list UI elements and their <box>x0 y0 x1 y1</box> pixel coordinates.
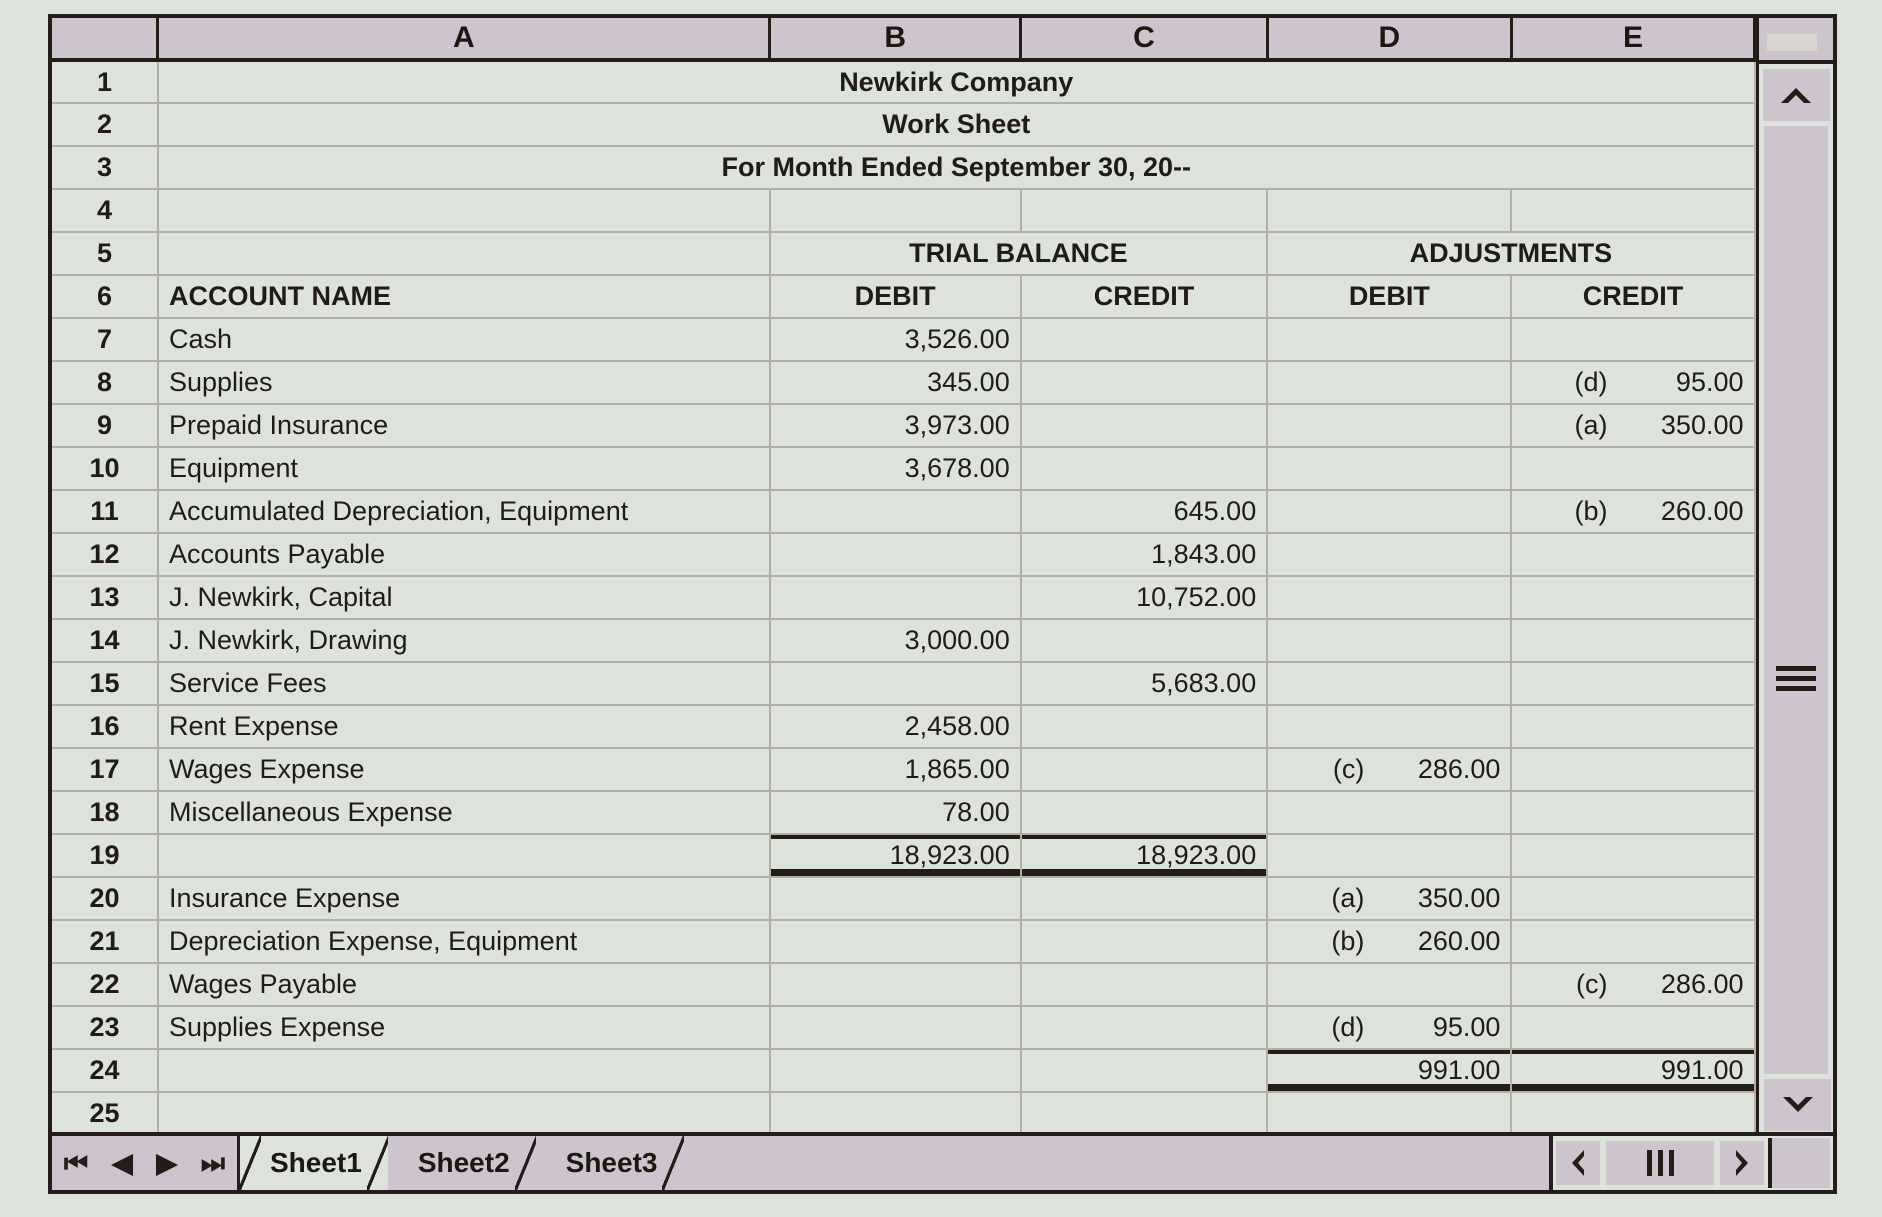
sheet-row-6 <box>52 275 1755 318</box>
next-sheet-icon[interactable]: ▶ <box>156 1147 178 1178</box>
tb-debit-cell[interactable]: 3,000.00 <box>770 619 1021 662</box>
empty-cell[interactable] <box>1021 877 1268 920</box>
adj-credit-cell[interactable] <box>1511 361 1754 404</box>
empty-cell[interactable] <box>1267 662 1511 705</box>
empty-cell[interactable] <box>1267 404 1511 447</box>
tab-divider <box>367 1136 389 1190</box>
column-header-A[interactable]: A <box>158 18 770 60</box>
account-name-cell[interactable]: Rent Expense <box>158 705 770 748</box>
adj-credit-cell[interactable] <box>1511 963 1754 1006</box>
adj-debit-cell-ref: (b) <box>1331 926 1365 956</box>
sheet-row-8 <box>52 361 1755 404</box>
sheet-row-25 <box>52 1092 1755 1135</box>
empty-cell[interactable] <box>1511 189 1754 232</box>
empty-cell[interactable] <box>770 877 1021 920</box>
adj-credit-cell-content <box>1522 964 1743 1005</box>
empty-cell[interactable] <box>1021 447 1268 490</box>
row-header-17[interactable]: 17 <box>52 748 158 791</box>
adj-credit-cell-amount: 286.00 <box>1660 969 1744 999</box>
sheet-tab-bar <box>52 1132 1833 1190</box>
sheet-row-24 <box>52 1049 1755 1092</box>
adj-credit-cell[interactable] <box>1511 490 1754 533</box>
tb-debit-cell[interactable]: 2,458.00 <box>770 705 1021 748</box>
adj-credit-cell-content <box>1522 491 1743 532</box>
vertical-scroll-thumb[interactable] <box>1776 666 1816 696</box>
adj-debit-cell-amount: 286.00 <box>1417 754 1501 784</box>
empty-cell[interactable] <box>770 490 1021 533</box>
tb-credit-cell[interactable]: 645.00 <box>1021 490 1268 533</box>
row-header-1[interactable]: 1 <box>52 60 158 103</box>
adj-credit-cell-amount: 260.00 <box>1660 496 1744 526</box>
tb-debit-cell[interactable]: 3,526.00 <box>770 318 1021 361</box>
row-header-3[interactable]: 3 <box>52 146 158 189</box>
empty-cell[interactable] <box>1021 1006 1268 1049</box>
empty-cell[interactable] <box>158 189 770 232</box>
select-all-box[interactable] <box>1767 34 1817 51</box>
empty-cell[interactable] <box>1511 877 1754 920</box>
empty-cell[interactable] <box>1267 963 1511 1006</box>
account-name-cell[interactable]: Service Fees <box>158 662 770 705</box>
sheet-row-10 <box>52 447 1755 490</box>
sheet-row-15 <box>52 662 1755 705</box>
sheet-tabs[interactable] <box>240 1136 1549 1190</box>
adj-debit-cell[interactable] <box>1267 748 1511 791</box>
account-name-cell[interactable]: Accounts Payable <box>158 533 770 576</box>
horizontal-scrollbar[interactable] <box>1549 1136 1833 1190</box>
adj-debit-cell-ref: (c) <box>1332 754 1365 784</box>
tb-credit-cell[interactable]: 10,752.00 <box>1021 576 1268 619</box>
header-adj-credit: CREDIT <box>1511 275 1754 318</box>
sheet-row-16 <box>52 705 1755 748</box>
empty-cell[interactable] <box>1021 404 1268 447</box>
tb-credit-cell[interactable]: 5,683.00 <box>1021 662 1268 705</box>
worksheet-table[interactable] <box>52 18 1756 1136</box>
title-line-3[interactable]: For Month Ended September 30, 20-- <box>158 146 1755 189</box>
empty-cell[interactable] <box>1267 791 1511 834</box>
account-name-cell[interactable]: Insurance Expense <box>158 877 770 920</box>
tb-credit-cell[interactable]: 18,923.00 <box>1021 834 1268 877</box>
row-header-19[interactable]: 19 <box>52 834 158 877</box>
sheet-row-12 <box>52 533 1755 576</box>
adj-debit-cell-amount: 95.00 <box>1432 1012 1501 1042</box>
empty-cell[interactable] <box>1267 1092 1511 1135</box>
empty-cell[interactable] <box>1511 576 1754 619</box>
first-sheet-icon[interactable]: ⏮ <box>63 1147 89 1178</box>
sheet-tab-sheet1[interactable] <box>240 1136 388 1190</box>
chevron-up-icon <box>1777 82 1815 108</box>
empty-cell[interactable] <box>1511 447 1754 490</box>
sheet-row-7 <box>52 318 1755 361</box>
empty-cell[interactable] <box>1267 705 1511 748</box>
spreadsheet-frame <box>48 14 1837 1194</box>
account-name-cell[interactable]: Wages Payable <box>158 963 770 1006</box>
row-header-8[interactable]: 8 <box>52 361 158 404</box>
empty-cell[interactable] <box>770 533 1021 576</box>
title-line-2[interactable]: Work Sheet <box>158 103 1755 146</box>
grid-area <box>52 18 1833 1136</box>
empty-cell[interactable] <box>1021 189 1268 232</box>
empty-cell[interactable] <box>770 920 1021 963</box>
vertical-scroll-track[interactable] <box>1764 126 1828 1074</box>
empty-cell[interactable] <box>1021 1049 1268 1092</box>
row-header-12[interactable]: 12 <box>52 533 158 576</box>
adj-debit-cell[interactable] <box>1267 920 1511 963</box>
sheet-nav-buttons[interactable] <box>52 1136 240 1190</box>
empty-cell[interactable] <box>1267 318 1511 361</box>
account-name-cell[interactable]: Supplies Expense <box>158 1006 770 1049</box>
sheet-row-23 <box>52 1006 1755 1049</box>
adj-credit-cell[interactable] <box>1511 404 1754 447</box>
vscroll-header-pad <box>1759 18 1833 64</box>
row-header-6[interactable]: 6 <box>52 275 158 318</box>
last-sheet-icon[interactable]: ⏭ <box>200 1147 226 1178</box>
tb-debit-cell[interactable]: 78.00 <box>770 791 1021 834</box>
adj-credit-cell-ref: (b) <box>1574 496 1608 526</box>
row-header-25[interactable]: 25 <box>52 1092 158 1135</box>
row-header-9[interactable]: 9 <box>52 404 158 447</box>
sheet-row-18 <box>52 791 1755 834</box>
row-header-7[interactable]: 7 <box>52 318 158 361</box>
tab-divider <box>662 1136 684 1190</box>
tb-debit-cell[interactable]: 3,973.00 <box>770 404 1021 447</box>
empty-cell[interactable] <box>1511 791 1754 834</box>
empty-cell[interactable] <box>1511 1006 1754 1049</box>
sheet-row-9 <box>52 404 1755 447</box>
empty-cell[interactable] <box>1267 576 1511 619</box>
row-header-5[interactable]: 5 <box>52 232 158 275</box>
row-header-2[interactable]: 2 <box>52 103 158 146</box>
empty-cell[interactable] <box>770 1006 1021 1049</box>
empty-cell[interactable] <box>770 189 1021 232</box>
empty-cell[interactable] <box>1511 705 1754 748</box>
row-header-18[interactable]: 18 <box>52 791 158 834</box>
empty-cell[interactable] <box>1511 318 1754 361</box>
adj-credit-cell-content <box>1522 405 1743 446</box>
empty-cell[interactable] <box>1267 447 1511 490</box>
row-header-15[interactable]: 15 <box>52 662 158 705</box>
sheet-row-17 <box>52 748 1755 791</box>
chevron-left-icon <box>1565 1147 1591 1179</box>
sheet-row-22 <box>52 963 1755 1006</box>
empty-cell[interactable] <box>1021 791 1268 834</box>
vertical-scrollbar[interactable] <box>1756 18 1833 1136</box>
tab-divider-left <box>240 1136 261 1190</box>
sheet-row-19 <box>52 834 1755 877</box>
account-name-cell[interactable]: J. Newkirk, Drawing <box>158 619 770 662</box>
empty-cell[interactable] <box>770 1092 1021 1135</box>
account-name-cell[interactable]: Accumulated Depreciation, Equipment <box>158 490 770 533</box>
adj-debit-cell-ref: (d) <box>1331 1012 1365 1042</box>
empty-cell[interactable] <box>1021 1092 1268 1135</box>
chevron-right-icon <box>1729 1147 1755 1179</box>
empty-cell[interactable] <box>770 576 1021 619</box>
sheet-row-2 <box>52 103 1755 146</box>
row-header-11[interactable]: 11 <box>52 490 158 533</box>
adj-credit-cell-content <box>1522 362 1743 403</box>
adj-debit-cell-amount: 260.00 <box>1417 926 1501 956</box>
adj-credit-cell-amount: 991.00 <box>1660 1055 1744 1085</box>
column-header-E[interactable]: E <box>1511 18 1754 60</box>
empty-cell[interactable] <box>1021 361 1268 404</box>
sheet-row-3 <box>52 146 1755 189</box>
prev-sheet-icon[interactable]: ◀ <box>111 1147 133 1178</box>
adj-debit-cell-content <box>1278 878 1500 919</box>
row-header-4[interactable]: 4 <box>52 189 158 232</box>
empty-cell[interactable] <box>1267 533 1511 576</box>
row-header-24[interactable]: 24 <box>52 1049 158 1092</box>
empty-cell[interactable] <box>1021 619 1268 662</box>
adj-credit-cell-amount: 95.00 <box>1675 367 1744 397</box>
row-header-14[interactable]: 14 <box>52 619 158 662</box>
empty-cell[interactable] <box>770 662 1021 705</box>
account-name-cell[interactable]: Supplies <box>158 361 770 404</box>
scrollbar-corner <box>1768 1138 1830 1188</box>
sheet-row-21 <box>52 920 1755 963</box>
row-header-22[interactable]: 22 <box>52 963 158 1006</box>
empty-cell[interactable] <box>1267 619 1511 662</box>
adj-debit-cell-content <box>1278 1050 1500 1091</box>
empty-cell[interactable] <box>1511 533 1754 576</box>
adj-debit-cell-amount: 350.00 <box>1417 883 1501 913</box>
adj-debit-cell[interactable] <box>1267 1006 1511 1049</box>
empty-cell[interactable] <box>1021 963 1268 1006</box>
adj-debit-cell-content <box>1278 1007 1500 1048</box>
row-header-13[interactable]: 13 <box>52 576 158 619</box>
adj-debit-cell-ref: (a) <box>1331 883 1365 913</box>
empty-cell[interactable] <box>1267 189 1511 232</box>
empty-cell[interactable] <box>1511 619 1754 662</box>
select-all-corner[interactable] <box>52 18 158 60</box>
account-name-cell[interactable]: Equipment <box>158 447 770 490</box>
empty-cell[interactable] <box>770 1049 1021 1092</box>
column-header-B[interactable]: B <box>770 18 1021 60</box>
scroll-up-button[interactable] <box>1763 69 1830 121</box>
empty-cell[interactable] <box>1267 834 1511 877</box>
group-header-adjustments: ADJUSTMENTS <box>1267 232 1754 275</box>
scroll-right-button[interactable] <box>1720 1141 1764 1185</box>
adj-debit-cell-content <box>1278 921 1500 962</box>
column-header-D[interactable]: D <box>1267 18 1511 60</box>
tb-debit-cell[interactable]: 18,923.00 <box>770 834 1021 877</box>
empty-cell[interactable] <box>158 1049 770 1092</box>
tb-debit-cell[interactable]: 345.00 <box>770 361 1021 404</box>
sheet-tab-label: Sheet2 <box>417 1147 510 1178</box>
sheet-row-1 <box>52 60 1755 103</box>
row-header-16[interactable]: 16 <box>52 705 158 748</box>
empty-cell[interactable] <box>1511 834 1754 877</box>
empty-cell[interactable] <box>158 1092 770 1135</box>
sheet-row-5 <box>52 232 1755 275</box>
scroll-down-button[interactable] <box>1764 1079 1831 1131</box>
empty-cell[interactable] <box>1021 705 1268 748</box>
tab-divider <box>515 1136 537 1190</box>
adj-credit-cell-amount: 350.00 <box>1660 410 1744 440</box>
adj-debit-cell[interactable] <box>1267 1049 1511 1092</box>
column-header-C[interactable]: C <box>1021 18 1268 60</box>
tab-bar-filler <box>683 1136 1549 1190</box>
header-tb-credit: CREDIT <box>1021 275 1268 318</box>
empty-cell[interactable] <box>1021 318 1268 361</box>
header-adj-debit: DEBIT <box>1267 275 1511 318</box>
title-line-1[interactable]: Newkirk Company <box>158 60 1755 103</box>
adj-debit-cell[interactable] <box>1267 877 1511 920</box>
header-account-name: ACCOUNT NAME <box>158 275 770 318</box>
scroll-left-button[interactable] <box>1556 1141 1600 1185</box>
adj-debit-cell-amount: 991.00 <box>1417 1055 1501 1085</box>
sheet-row-4 <box>52 189 1755 232</box>
account-name-cell[interactable]: Cash <box>158 318 770 361</box>
sheet-tab-label: Sheet3 <box>565 1147 658 1178</box>
sheet-tab-sheet3[interactable] <box>536 1136 684 1190</box>
empty-cell[interactable] <box>1267 490 1511 533</box>
row-header-23[interactable]: 23 <box>52 1006 158 1049</box>
adj-credit-cell-ref: (d) <box>1574 367 1608 397</box>
adj-credit-cell[interactable] <box>1511 1049 1754 1092</box>
chevron-down-icon <box>1779 1092 1817 1118</box>
account-name-cell[interactable]: Prepaid Insurance <box>158 404 770 447</box>
column-header-row <box>52 18 1755 60</box>
account-name-cell[interactable]: Miscellaneous Expense <box>158 791 770 834</box>
empty-cell[interactable] <box>1021 920 1268 963</box>
sheet-row-20 <box>52 877 1755 920</box>
tb-debit-cell[interactable]: 1,865.00 <box>770 748 1021 791</box>
header-tb-debit: DEBIT <box>770 275 1021 318</box>
empty-cell[interactable] <box>1267 361 1511 404</box>
account-name-cell[interactable]: J. Newkirk, Capital <box>158 576 770 619</box>
empty-cell[interactable] <box>1021 748 1268 791</box>
row-header-20[interactable]: 20 <box>52 877 158 920</box>
empty-cell[interactable] <box>770 963 1021 1006</box>
empty-cell[interactable] <box>1511 920 1754 963</box>
row-header-21[interactable]: 21 <box>52 920 158 963</box>
adj-debit-cell-content <box>1278 749 1500 790</box>
sheet-row-11 <box>52 490 1755 533</box>
account-name-cell[interactable]: Depreciation Expense, Equipment <box>158 920 770 963</box>
tb-credit-cell[interactable]: 1,843.00 <box>1021 533 1268 576</box>
account-name-cell[interactable]: Wages Expense <box>158 748 770 791</box>
row-header-10[interactable]: 10 <box>52 447 158 490</box>
empty-cell[interactable] <box>1511 662 1754 705</box>
empty-cell[interactable] <box>158 834 770 877</box>
sheet-row-13 <box>52 576 1755 619</box>
empty-cell[interactable] <box>1511 748 1754 791</box>
sheet-tab-label: Sheet1 <box>270 1147 362 1178</box>
sheet-row-14 <box>52 619 1755 662</box>
group-header-trial-balance: TRIAL BALANCE <box>770 232 1268 275</box>
sheet-tab-sheet2[interactable] <box>388 1136 536 1190</box>
empty-cell[interactable] <box>1511 1092 1754 1135</box>
horizontal-scroll-thumb[interactable] <box>1606 1141 1714 1185</box>
adj-credit-cell-ref: (a) <box>1574 410 1608 440</box>
adj-credit-cell-content <box>1522 1050 1743 1091</box>
adj-credit-cell-ref: (c) <box>1576 969 1608 999</box>
empty-cell[interactable] <box>158 232 770 275</box>
tb-debit-cell[interactable]: 3,678.00 <box>770 447 1021 490</box>
